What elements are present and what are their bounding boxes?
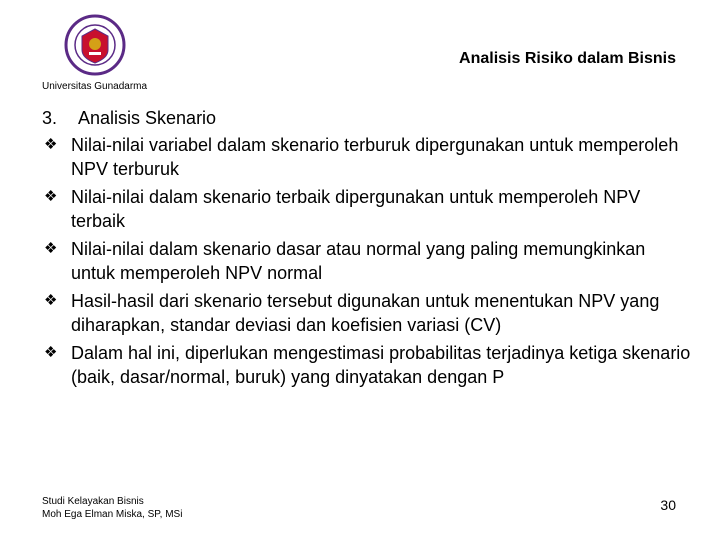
- footer-author: Moh Ega Elman Miska, SP, MSi: [42, 509, 183, 520]
- bullet-item: [42, 133, 692, 181]
- diamond-bullet-icon: ❖: [44, 292, 58, 309]
- slide-content: [42, 106, 692, 393]
- diamond-bullet-icon: ❖: [44, 240, 58, 257]
- university-seal-icon: [64, 14, 126, 76]
- bullet-text: Nilai-nilai dalam skenario dasar atau normal yang paling memungkinkan untuk memperoleh NPV normal: [71, 239, 646, 283]
- diamond-bullet-icon: ❖: [44, 136, 58, 153]
- bullet-text: Nilai-nilai variabel dalam skenario terburuk dipergunakan untuk memperoleh NPV terburuk: [71, 135, 679, 179]
- section-title: Analisis Skenario: [78, 108, 217, 128]
- slide-header-title: Analisis Risiko dalam Bisnis: [459, 50, 676, 67]
- page-number: 30: [660, 497, 676, 513]
- bullet-text: Nilai-nilai dalam skenario terbaik dipergunakan untuk memperoleh NPV terbaik: [71, 187, 641, 231]
- diamond-bullet-icon: ❖: [44, 188, 58, 205]
- section-number: 3.: [42, 108, 58, 128]
- bullet-list: [42, 133, 692, 389]
- footer-credits: [42, 495, 182, 521]
- bullet-item: [42, 289, 692, 337]
- bullet-text: Hasil-hasil dari skenario tersebut digunakan untuk menentukan NPV yang diharapkan, standar deviasi dan koefisien variasi (CV): [71, 291, 660, 335]
- institution-label: Universitas Gunadarma: [42, 81, 148, 92]
- bullet-item: [42, 341, 692, 389]
- university-logo: [64, 14, 126, 76]
- footer-course: Studi Kelayakan Bisnis: [42, 496, 144, 507]
- diamond-bullet-icon: ❖: [44, 344, 58, 361]
- bullet-item: [42, 185, 692, 233]
- section-heading: [42, 106, 692, 130]
- bullet-item: [42, 237, 692, 285]
- bullet-text: Dalam hal ini, diperlukan mengestimasi probabilitas terjadinya ketiga skenario (baik, dasar/normal, buruk) yang dinyatakan dengan P: [71, 343, 691, 387]
